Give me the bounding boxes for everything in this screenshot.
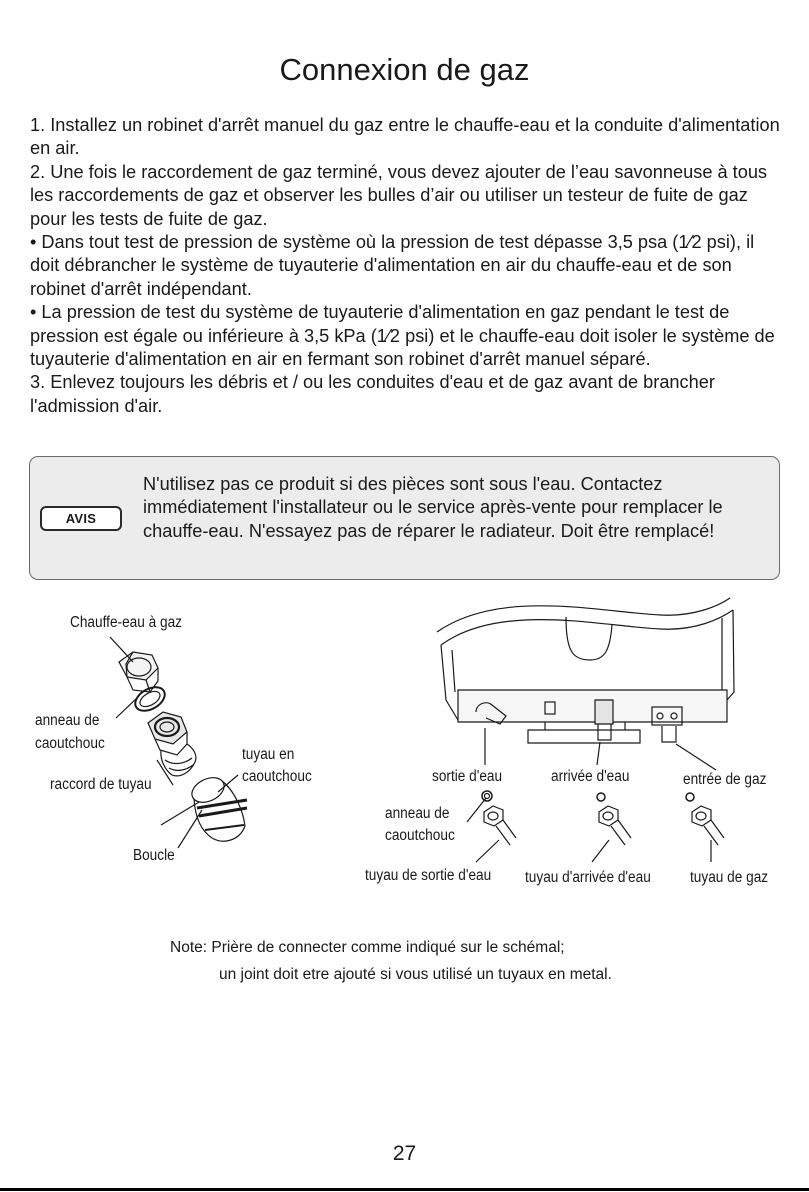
instruction-paragraph: 1. Installez un robinet d'arrêt manuel du gaz entre le chauffe-eau et la conduite d'alimentation en air. bbox=[30, 115, 780, 159]
label-water-inlet: arrivée d'eau bbox=[551, 768, 630, 785]
outlet-hose-fitting-icon bbox=[484, 806, 516, 845]
label-gas-heater: Chauffe-eau à gaz bbox=[70, 614, 182, 631]
bottom-rule bbox=[0, 1188, 809, 1191]
note-line: Note: Prière de connecter comme indiqué sur le schémal; bbox=[170, 939, 565, 956]
page-number: 27 bbox=[392, 1142, 417, 1165]
label-rubber-hose: tuyau en bbox=[242, 746, 295, 763]
label-gas-hose: tuyau de gaz bbox=[690, 869, 769, 886]
instruction-paragraph: • Dans tout test de pression de système où la pression de test dépasse 3,5 psa (1⁄2 psi), il doit débrancher le système de tuyauterie d'alimentation en air du chauffe-eau et de son robinet d'arrêt indépendant. bbox=[30, 232, 755, 299]
water-heater-bottom-icon bbox=[437, 598, 734, 743]
rubber-hose-icon bbox=[188, 773, 247, 841]
avis-badge: AVIS bbox=[40, 506, 122, 531]
instruction-paragraph: 2. Une fois le raccordement de gaz terminé, vous devez ajouter de l’eau savonneuse à tous les raccordements de gaz et observer les bulles d’air ou utiliser un testeur de fuite de gaz pour les tests de fuite de gaz. bbox=[30, 161, 768, 229]
gas-hose-fitting-icon bbox=[692, 806, 724, 845]
ring-icon bbox=[686, 793, 694, 801]
instruction-paragraph: • La pression de test du système de tuyauterie d'alimentation en gaz pendant le test de pression est égale ou inférieure à 3,5 kPa (1⁄2 psi) et le chauffe-eau doit isoler le système de tuyauterie d'alimentation en air en fermant son robinet d'arrêt manuel séparé. bbox=[30, 302, 775, 370]
notice-text: N'utilisez pas ce produit si des pièces sont sous l'eau. Contactez immédiatement l'installateur ou le service après-vente pour remplacer le chauffe-eau. N'essayez pas de réparer le radiateur. Doit être remplacé! bbox=[143, 474, 723, 541]
ring-icon bbox=[597, 793, 605, 801]
instruction-paragraph: 3. Enlevez toujours les débris et / ou les conduites d'eau et de gaz avant de brancher l'admission d'air. bbox=[30, 372, 715, 416]
label-rubber-ring: caoutchouc bbox=[35, 735, 105, 752]
label-rubber-ring: anneau de bbox=[35, 712, 100, 729]
label-rubber-ring: anneau de bbox=[385, 805, 450, 822]
label-water-outlet: sortie d'eau bbox=[432, 768, 503, 785]
ring-icon bbox=[482, 791, 492, 801]
label-rubber-ring: caoutchouc bbox=[385, 827, 455, 844]
label-inlet-hose: tuyau d'arrivée d'eau bbox=[525, 869, 651, 886]
hex-nut-icon bbox=[119, 652, 158, 692]
note bbox=[170, 934, 612, 988]
label-rubber-hose: caoutchouc bbox=[242, 768, 312, 785]
page-title: Connexion de gaz bbox=[279, 52, 530, 87]
label-hose-fitting: raccord de tuyau bbox=[50, 776, 152, 793]
label-clamp: Boucle bbox=[133, 847, 175, 864]
label-gas-inlet: entrée de gaz bbox=[683, 771, 767, 788]
rubber-ring-icon bbox=[131, 682, 169, 715]
label-outlet-hose: tuyau de sortie d'eau bbox=[365, 867, 492, 884]
hose-fitting-icon bbox=[148, 712, 196, 776]
note-line: un joint doit etre ajouté si vous utilisé un tuyaux en metal. bbox=[219, 966, 612, 983]
inlet-hose-fitting-icon bbox=[599, 806, 631, 845]
